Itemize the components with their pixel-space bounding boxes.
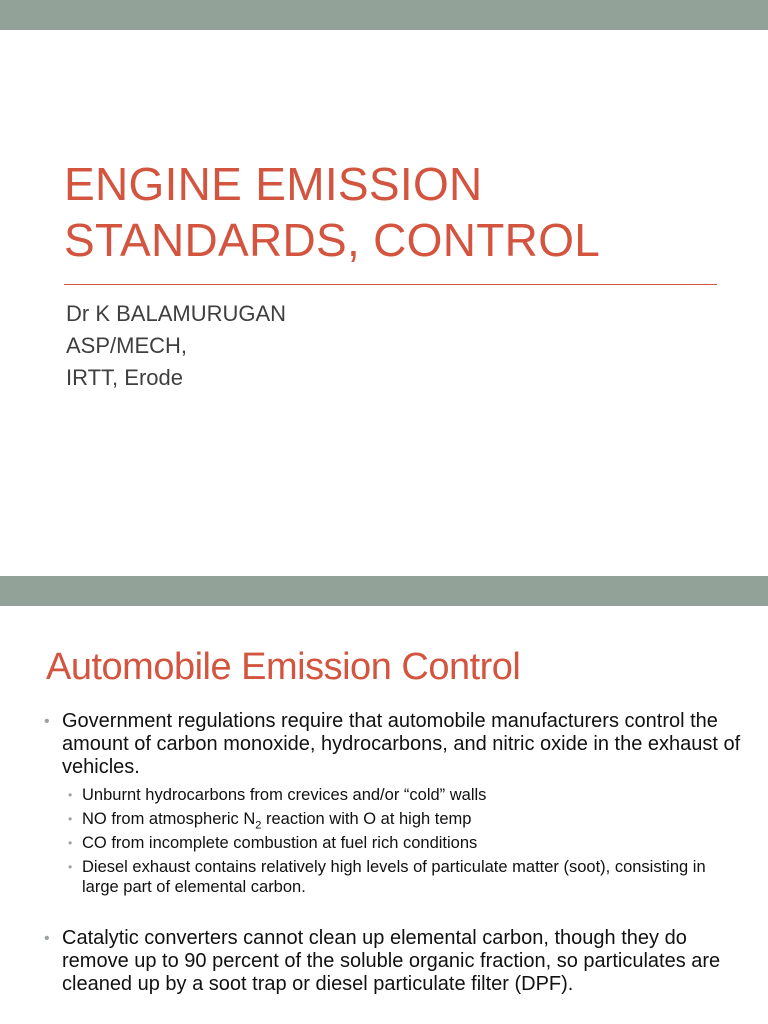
title-line-2: STANDARDS, CONTROL	[64, 214, 601, 266]
bullet-catalytic	[44, 927, 744, 996]
sub-bullet-co	[44, 833, 744, 853]
bullet-text: Government regulations require that automobile manufacturers control the amount of carbon monoxide, hydrocarbons, and nitric oxide in the exhaust of vehicles.	[62, 710, 741, 778]
bullet-regulations	[44, 710, 744, 779]
slide-top-accent-bar	[0, 0, 768, 30]
sub-bullet-text: CO from incomplete combustion at fuel rich conditions	[82, 834, 478, 852]
slide-top-accent-bar	[0, 576, 768, 606]
bullet-dot-icon: •	[68, 860, 73, 874]
content-slide	[0, 576, 768, 1024]
sub-bullet-diesel	[44, 857, 744, 897]
bullet-dot-icon: •	[44, 713, 50, 730]
bullet-dot-icon: •	[44, 930, 50, 947]
author-name: Dr K BALAMURUGAN	[66, 301, 287, 326]
sub-bullet-hydrocarbons	[44, 785, 744, 805]
sub-bullet-text-pre: NO from atmospheric N	[82, 810, 256, 828]
author-block	[66, 298, 286, 394]
slide-body	[44, 710, 744, 996]
sub-bullet-text: Diesel exhaust contains relatively high levels of particulate matter (soot), consisting in large part of elemental carbon.	[82, 858, 706, 896]
title-line-1: ENGINE EMISSION	[64, 158, 483, 210]
title-divider	[64, 284, 717, 285]
slide-heading: Automobile Emission Control	[46, 646, 521, 688]
bullet-dot-icon: •	[68, 812, 73, 826]
slide-title	[64, 156, 744, 268]
sub-bullet-no	[44, 809, 744, 832]
bullet-dot-icon: •	[68, 836, 73, 850]
sub-bullet-text: Unburnt hydrocarbons from crevices and/or “cold” walls	[82, 786, 487, 804]
bullet-dot-icon: •	[68, 788, 73, 802]
bullet-text: Catalytic converters cannot clean up elemental carbon, though they do remove up to 90 percent of the soluble organic fraction, so particulates are cleaned up by a soot trap or diesel particulate filter (DPF).	[62, 927, 721, 995]
author-institution: IRTT, Erode	[66, 365, 183, 390]
subscript: 2	[255, 819, 262, 832]
sub-bullet-text-post: reaction with O at high temp	[261, 810, 472, 828]
author-role: ASP/MECH,	[66, 333, 188, 358]
